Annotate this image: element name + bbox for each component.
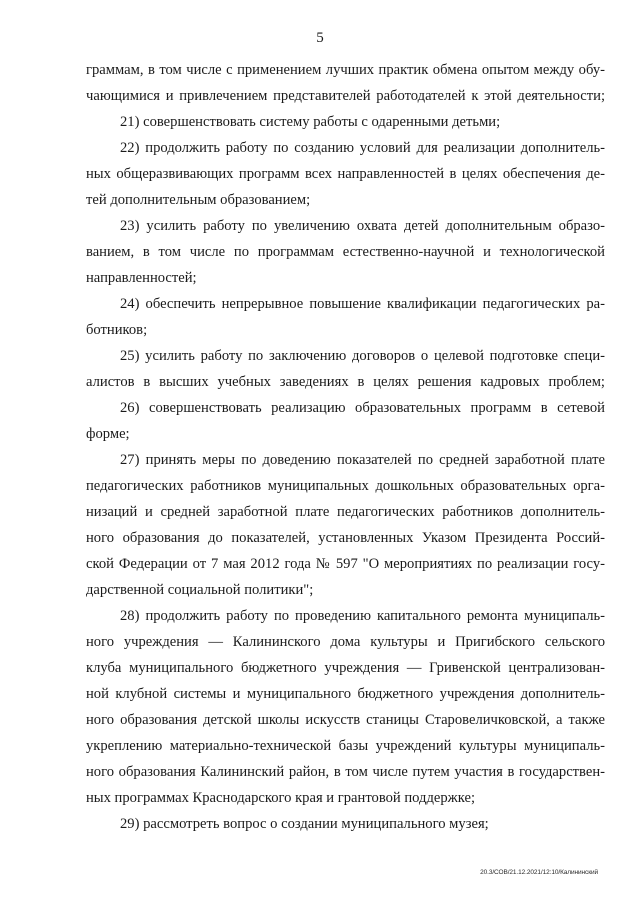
- text-line: дарственной социальной политики";: [86, 582, 314, 598]
- text-line: 27) принять меры по доведению показателей по средней заработной плате: [120, 452, 605, 468]
- text-line: ного образования Калининский район, в том числе путем участия в государствен-: [86, 764, 605, 780]
- text-line: клуба муниципального бюджетного учреждения — Гривенской централизован-: [86, 660, 605, 676]
- text-line: 23) усилить работу по увеличению охвата детей дополнительным образо-: [120, 218, 605, 234]
- text-line: 28) продолжить работу по проведению капитального ремонта муниципаль-: [120, 608, 605, 624]
- text-line: направленностей;: [86, 270, 197, 286]
- text-line: ного учреждения — Калининского дома культуры и Пригибского сельского: [86, 634, 605, 650]
- text-line: ванием, в том числе по программам естественно-научной и технологической: [86, 244, 605, 260]
- text-line: 24) обеспечить непрерывное повышение квалификации педагогических ра-: [120, 296, 605, 312]
- text-line: чающимися и привлечением представителей работодателей к этой деятельности;: [86, 88, 605, 104]
- text-line: 25) усилить работу по заключению договоров о целевой подготовке специ-: [120, 348, 605, 364]
- text-line: ской Федерации от 7 мая 2012 года № 597 "О мероприятиях по реализации госу-: [86, 556, 605, 572]
- text-line: форме;: [86, 426, 130, 442]
- document-body: [86, 57, 605, 837]
- page-number: 5: [316, 30, 324, 46]
- text-line: тей дополнительным образованием;: [86, 192, 311, 208]
- text-line: низаций и средней заработной плате педагогических работников дополнитель-: [86, 504, 605, 520]
- text-line: ного образования детской школы искусств станицы Старовеличковской, а также: [86, 712, 605, 728]
- text-line: 21) совершенствовать систему работы с одаренными детьми;: [120, 114, 501, 130]
- text-line: укреплению материально-технической базы учреждений культуры муниципаль-: [86, 738, 605, 754]
- text-line: педагогических работников муниципальных дошкольных образовательных орга-: [86, 478, 605, 494]
- text-line: ботников;: [86, 322, 148, 338]
- text-line: ных общеразвивающих программ всех направленностей в целях обеспечения де-: [86, 166, 605, 182]
- document-footer-code: 20.3/СОВ/21.12.2021/12:10/Калининский: [480, 869, 598, 876]
- text-line: алистов в высших учебных заведениях в целях решения кадровых проблем;: [86, 374, 605, 390]
- text-line: ной клубной системы и муниципального бюджетного учреждения дополнитель-: [86, 686, 605, 702]
- text-line: 29) рассмотреть вопрос о создании муниципального музея;: [120, 816, 489, 832]
- text-line: ных программах Краснодарского края и грантовой поддержке;: [86, 790, 476, 806]
- text-line: граммам, в том числе с применением лучших практик обмена опытом между обу-: [86, 62, 605, 78]
- text-line: ного образования до показателей, установленных Указом Президента Россий-: [86, 530, 605, 546]
- text-line: 26) совершенствовать реализацию образовательных программ в сетевой: [120, 400, 605, 416]
- text-line: 22) продолжить работу по созданию условий для реализации дополнитель-: [120, 140, 605, 156]
